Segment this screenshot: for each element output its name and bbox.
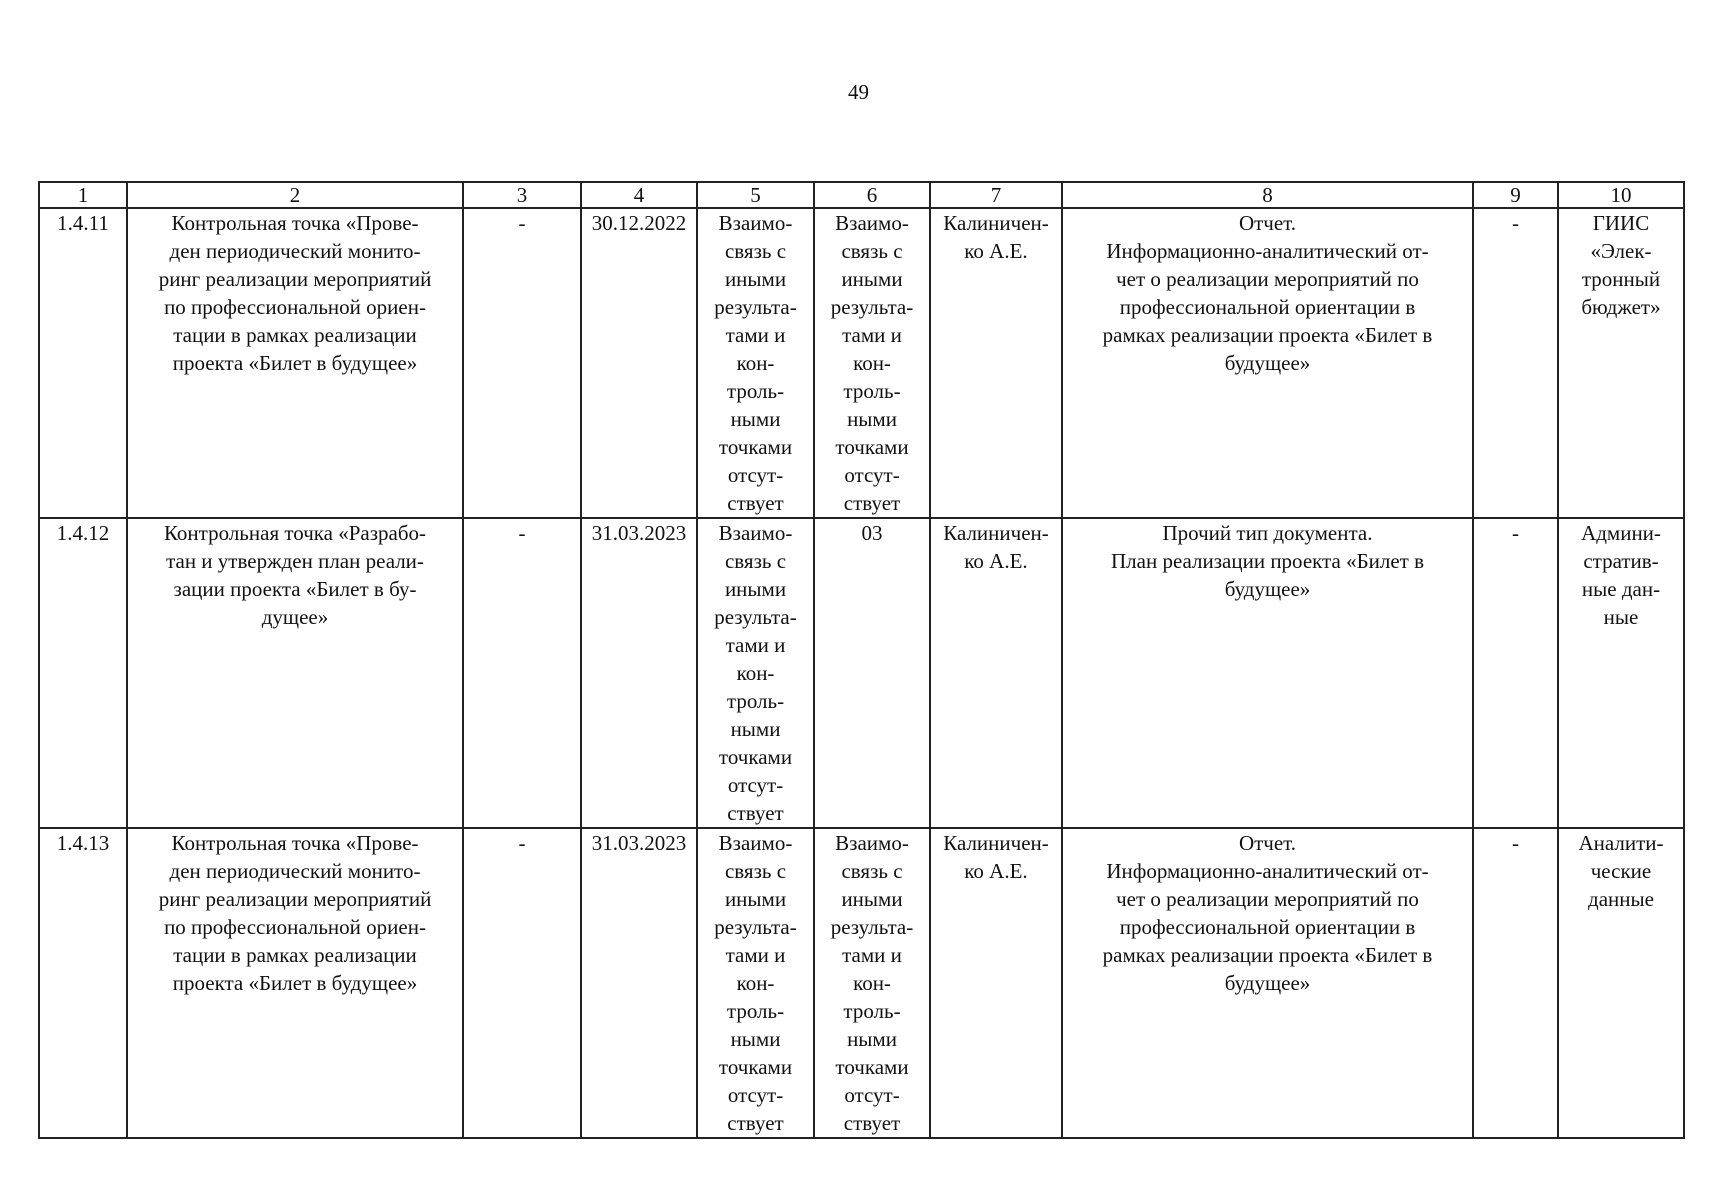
column-header: 4 — [581, 182, 697, 208]
control-point-name-line: ден периодический монито- — [169, 859, 421, 883]
relation-line: связь с — [724, 239, 787, 263]
relation-line: тами и — [725, 633, 786, 657]
information-system-line: ческие — [1590, 859, 1652, 883]
responsible-line: ко А.Е. — [964, 239, 1028, 263]
control-point-name-cell — [127, 828, 463, 1138]
relation-line: связь с — [841, 859, 903, 883]
information-system-line: Аналити- — [1578, 831, 1664, 855]
control-point-name-line: ринг реализации мероприятий — [158, 887, 432, 911]
control-point-name-cell — [127, 208, 463, 518]
document-line: рамках реализации проекта «Билет в — [1102, 323, 1433, 347]
column-header: 1 — [39, 182, 127, 208]
column-header: 10 — [1558, 182, 1684, 208]
information-system-cell — [1558, 518, 1684, 828]
relation-line: результа- — [714, 295, 797, 319]
column-9-cell: - — [1473, 828, 1558, 1138]
column-header: 2 — [127, 182, 463, 208]
relation-line: точками — [718, 435, 793, 459]
document-line: Прочий тип документа. — [1162, 521, 1373, 545]
information-system-line: ные — [1603, 605, 1639, 629]
relation-line: Взаимо- — [835, 831, 909, 855]
document-line: Отчет. — [1238, 211, 1297, 235]
relation-line: точками — [718, 745, 793, 769]
information-system-line: данные — [1588, 887, 1654, 911]
relation-line: результа- — [830, 915, 914, 939]
control-point-name-line: тации в рамках реализации — [173, 323, 417, 347]
document-line: профессиональной ориентации в — [1119, 915, 1416, 939]
control-point-name-line: по профессиональной ориен- — [164, 915, 426, 939]
column-3-cell: - — [463, 828, 581, 1138]
responsible-cell — [930, 828, 1062, 1138]
relation-line: троль- — [843, 999, 901, 1023]
relation-line: отсут- — [727, 773, 784, 797]
responsible-cell — [930, 208, 1062, 518]
relation-line: отсут- — [844, 1083, 900, 1107]
relation-cell — [697, 208, 814, 518]
control-point-name-line: Контрольная точка «Прове- — [171, 211, 419, 235]
document-line: будущее» — [1224, 351, 1311, 375]
document-line: Информационно-аналитический от- — [1106, 239, 1429, 263]
column-header: 7 — [930, 182, 1062, 208]
control-points-table — [38, 181, 1685, 1139]
information-system-line: «Элек- — [1590, 239, 1652, 263]
document-line: Информационно-аналитический от- — [1106, 859, 1429, 883]
relation-line: троль- — [726, 689, 785, 713]
document-line: профессиональной ориентации в — [1119, 295, 1416, 319]
relation-line: троль- — [843, 379, 901, 403]
relation-line: иными — [724, 577, 787, 601]
responsible-line: ко А.Е. — [964, 549, 1028, 573]
relation-line: ствует — [727, 1111, 784, 1135]
control-point-name-line: проекта «Билет в будущее» — [172, 351, 418, 375]
date-cell: 30.12.2022 — [581, 208, 697, 518]
page-number: 49 — [848, 80, 869, 104]
information-system-line: стратив- — [1583, 549, 1659, 573]
document-line: будущее» — [1224, 971, 1311, 995]
relation-line: ствует — [843, 1111, 901, 1135]
relation-line: ствует — [727, 801, 784, 825]
relation-line: ными — [847, 407, 897, 431]
relation-line: иными — [724, 887, 787, 911]
column-9-cell: - — [1473, 208, 1558, 518]
relation-line: иными — [841, 267, 903, 291]
row-id-cell: 1.4.13 — [39, 828, 127, 1138]
column-3-cell: - — [463, 518, 581, 828]
table-body — [39, 208, 1684, 1138]
column-9-cell: - — [1473, 518, 1558, 828]
responsible-line: Калиничен- — [943, 211, 1049, 235]
relation-cell — [814, 828, 930, 1138]
row-id-cell: 1.4.11 — [39, 208, 127, 518]
control-point-name-line: тации в рамках реализации — [173, 943, 417, 967]
control-point-name-line: Контрольная точка «Прове- — [171, 831, 419, 855]
relation-line: кон- — [736, 661, 775, 685]
column-header: 9 — [1473, 182, 1558, 208]
relation-line: кон- — [736, 971, 775, 995]
relation-line: кон- — [853, 351, 891, 375]
information-system-line: ГИИС — [1592, 211, 1650, 235]
relation-line: иными — [724, 267, 787, 291]
responsible-line: ко А.Е. — [964, 859, 1028, 883]
table-row — [39, 828, 1684, 1138]
relation-line: Взаимо- — [718, 521, 793, 545]
information-system-cell — [1558, 208, 1684, 518]
relation-line: точками — [718, 1055, 793, 1079]
relation-line: тами и — [725, 323, 786, 347]
control-point-name-line: дущее» — [261, 605, 329, 629]
control-point-name-line: по профессиональной ориен- — [164, 295, 426, 319]
information-system-cell — [1558, 828, 1684, 1138]
information-system-line: тронный — [1581, 267, 1661, 291]
relation-line: кон- — [736, 351, 775, 375]
relation-cell — [814, 208, 930, 518]
relation-cell — [814, 518, 930, 828]
control-point-name-line: зации проекта «Билет в бу- — [173, 577, 417, 601]
relation-line: Взаимо- — [718, 211, 793, 235]
relation-line: ными — [730, 407, 781, 431]
relation-line: ными — [847, 1027, 897, 1051]
responsible-line: Калиничен- — [943, 521, 1049, 545]
column-header: 6 — [814, 182, 930, 208]
relation-line: ствует — [843, 491, 901, 515]
relation-line: тами и — [842, 323, 902, 347]
document-cell — [1062, 828, 1473, 1138]
relation-line: результа- — [714, 915, 797, 939]
table-row — [39, 518, 1684, 828]
relation-line: отсут- — [844, 463, 900, 487]
relation-line: результа- — [830, 295, 914, 319]
relation-line: троль- — [726, 379, 785, 403]
date-cell: 31.03.2023 — [581, 828, 697, 1138]
relation-line: троль- — [726, 999, 785, 1023]
control-point-name-line: тан и утвержден план реали- — [166, 549, 424, 573]
information-system-line: бюджет» — [1581, 295, 1661, 319]
table-row — [39, 208, 1684, 518]
responsible-line: Калиничен- — [943, 831, 1049, 855]
relation-line: ными — [730, 717, 781, 741]
relation-line: Взаимо- — [835, 211, 909, 235]
document-line: будущее» — [1224, 577, 1311, 601]
relation-line: ствует — [727, 491, 784, 515]
date-cell: 31.03.2023 — [581, 518, 697, 828]
relation-line: связь с — [724, 859, 787, 883]
relation-line: отсут- — [727, 1083, 784, 1107]
relation-line: иными — [841, 887, 903, 911]
relation-line: связь с — [724, 549, 787, 573]
relation-line: результа- — [714, 605, 797, 629]
document-line: Отчет. — [1238, 831, 1297, 855]
column-header: 3 — [463, 182, 581, 208]
relation-line: 03 — [861, 521, 883, 545]
document-line: чет о реализации мероприятий по — [1116, 267, 1419, 291]
relation-line: отсут- — [727, 463, 784, 487]
document-cell — [1062, 518, 1473, 828]
control-point-name-line: ден периодический монито- — [169, 239, 421, 263]
relation-line: связь с — [841, 239, 903, 263]
document-line: План реализации проекта «Билет в — [1110, 549, 1425, 573]
document-line: чет о реализации мероприятий по — [1116, 887, 1419, 911]
relation-line: точками — [835, 1055, 909, 1079]
control-point-name-line: Контрольная точка «Разрабо- — [163, 521, 427, 545]
column-header: 8 — [1062, 182, 1473, 208]
information-system-line: ные дан- — [1581, 577, 1661, 601]
relation-cell — [697, 828, 814, 1138]
document-line: рамках реализации проекта «Билет в — [1102, 943, 1433, 967]
column-3-cell: - — [463, 208, 581, 518]
document-cell — [1062, 208, 1473, 518]
control-point-name-line: ринг реализации мероприятий — [158, 267, 432, 291]
control-point-name-cell — [127, 518, 463, 828]
relation-cell — [697, 518, 814, 828]
control-point-name-line: проекта «Билет в будущее» — [172, 971, 418, 995]
header-row — [39, 182, 1684, 208]
relation-line: тами и — [725, 943, 786, 967]
column-header: 5 — [697, 182, 814, 208]
relation-line: точками — [835, 435, 909, 459]
information-system-line: Админи- — [1581, 521, 1661, 545]
relation-line: кон- — [853, 971, 891, 995]
row-id-cell: 1.4.12 — [39, 518, 127, 828]
relation-line: ными — [730, 1027, 781, 1051]
relation-line: Взаимо- — [718, 831, 793, 855]
relation-line: тами и — [842, 943, 902, 967]
responsible-cell — [930, 518, 1062, 828]
